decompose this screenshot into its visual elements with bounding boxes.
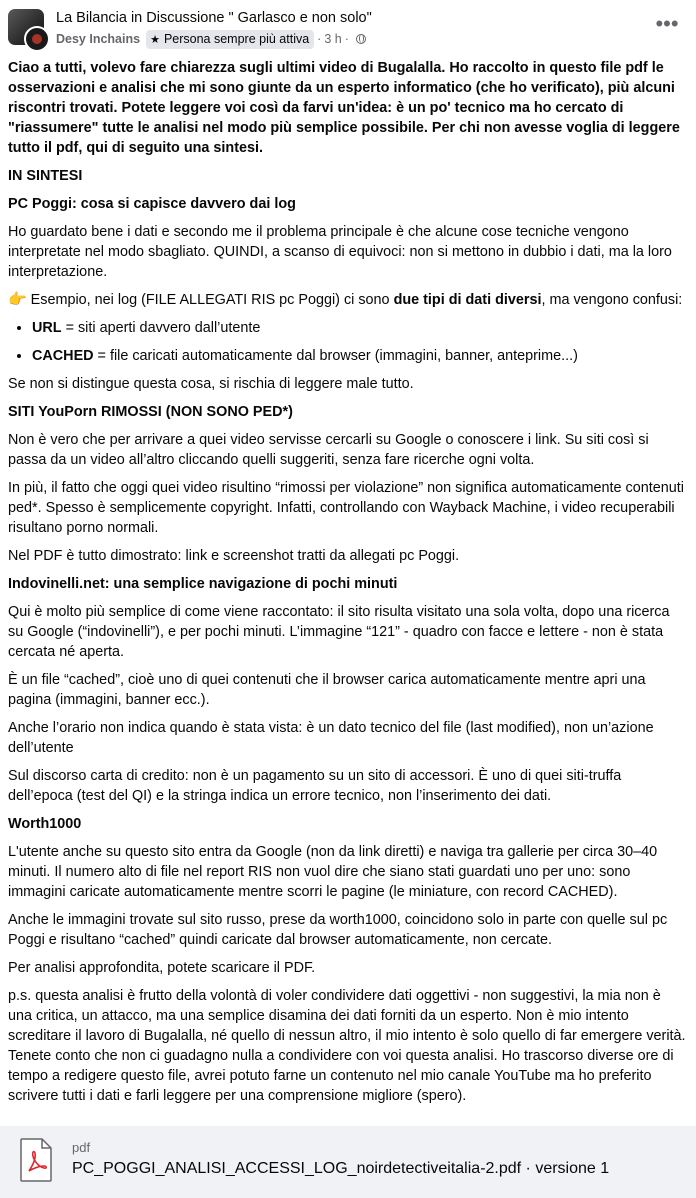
badge-label: Persona sempre più attiva [163,32,310,46]
post-body [8,58,688,1114]
author-link[interactable]: Desy Inchains [56,32,141,46]
data-type-list [8,318,688,366]
group-name-link[interactable]: La Bilancia in Discussione " Garlasco e non solo" [56,10,372,26]
list-item-text: = siti aperti davvero dall’utente [61,320,261,336]
post-header [0,0,696,56]
user-avatar-image [32,34,42,44]
separator: · [344,32,349,46]
more-options-icon[interactable]: ••• [655,11,679,36]
post-meta [56,30,366,48]
paragraph: Sul discorso carta di credito: non è un pagamento su un sito di accessori. È uno di quei siti-truffa dell’epoca (test del QI) e la stringa indica un errore tecnico, non l’inserimento dei dati. [8,768,622,804]
list-item-text: = file caricati automaticamente dal browser (immagini, banner, anteprime...) [93,348,578,364]
paragraph: Anche l’orario non indica quando è stata vista: è un dato tecnico del file (last modified), non un’azione dell’utente [8,720,654,756]
heading-sintesi: IN SINTESI [8,168,83,184]
heading-youporn: SITI YouPorn RIMOSSI (NON SONO PED*) [8,404,293,420]
text: , ma vengono confusi: [541,292,683,308]
avatar[interactable] [8,9,48,49]
paragraph: Non è vero che per arrivare a quei video servisse cercarli su Google o conoscere i link. Su siti così si passa da un video all’altro cliccando quelli suggeriti, senza fare ricerche ogni volta. [8,432,649,468]
heading-pc-poggi: PC Poggi: cosa si capisce davvero dai log [8,196,296,212]
pointing-hand-icon: 👉 [8,291,27,308]
text-bold: due tipi di dati diversi [393,292,542,308]
pdf-attachment[interactable] [0,1126,696,1198]
heading-indovinelli: Indovinelli.net: una semplice navigazione di pochi minuti [8,576,398,592]
paragraph: Nel PDF è tutto dimostrato: link e screenshot tratti da allegati pc Poggi. [8,548,460,564]
list-item-term: CACHED [32,348,94,364]
list-item [32,318,688,338]
paragraph: È un file “cached”, cioè uno di quei contenuti che il browser carica automaticamente mentre apri una pagina (immagini, banner ecc.). [8,672,646,708]
paragraph-ps: p.s. questa analisi è frutto della volontà di voler condividere dati oggettivi - non suggestivi, la mia non è una critica, un attacco, ma una semplice disamina dei dati forniti da un esperto. Non è mio intento screditare il lavoro di Bugalalla, né quello di nessun altro, il mio intento è solo quello di far emergere verità. Tenete conto che non ci guadagno nulla a condividere con voi questa analisi. Ho trascorso diverse ore di tempo a redigere questo file, avrei potuto farne un contenuto nel mio canale YouTube ma ho preferito scrivere tutti i dati e farli leggere per una comprensione migliore (spero). [8,988,686,1104]
text: Esempio, nei log (FILE ALLEGATI RIS pc Poggi) ci sono [26,292,394,308]
star-icon: ★ [150,33,160,46]
timestamp-link[interactable]: 3 h [324,32,342,46]
list-item-term: URL [32,320,62,336]
list-item [32,346,688,366]
paragraph-example [8,290,688,310]
paragraph: Ho guardato bene i dati e secondo me il problema principale è che alcune cose tecniche vengono interpretate nel modo sbagliato. QUINDI, a scanso di equivoci: non si mettono in dubbio i dati, ma la loro interpretazione. [8,224,672,280]
globe-icon[interactable] [356,34,366,44]
paragraph: In più, il fatto che oggi quei video risultino “rimossi per violazione” non significa automaticamente contenuti ped*. Spesso è semplicemente copyright. Infatti, controllando con Wayback Machine, i video recuperabili risultano porno normali. [8,480,684,536]
paragraph: Se non si distingue questa cosa, si rischia di leggere male tutto. [8,376,414,392]
user-avatar[interactable] [24,26,50,52]
status-badge[interactable] [146,30,314,49]
pdf-file-icon [20,1138,52,1182]
intro-paragraph: Ciao a tutti, volevo fare chiarezza sugli ultimi video di Bugalalla. Ho raccolto in questo file pdf le osservazioni e analisi che mi sono giunte da un esperto informatico (che ho verificato), più alcuni riscontri trovati. Potete leggere voi così da farvi un'idea: è un po' tecnico ma ho cercato di "riassumere" tutte le analisi nel modo più semplice possibile. Per chi non avesse voglia di leggere tutto il pdf, qui di seguito una sintesi. [8,60,680,156]
paragraph: L'utente anche su questo sito entra da Google (non da link diretti) e naviga tra gallerie per circa 30–40 minuti. Il numero alto di file nel report RIS non vuol dire che siano stati guardati uno per uno: sono immagini caricate automaticamente mentre scorri le pagine (le miniature, con record CACHED). [8,844,658,900]
separator: · [317,32,322,46]
paragraph: Qui è molto più semplice di come viene raccontato: il sito risulta visitato una sola volta, dopo una ricerca su Google (“indovinelli”), e per pochi minuti. L’immagine “121” - quadro con facce e lettere - non è stata cercata né aperta. [8,604,670,660]
paragraph: Anche le immagini trovate sul sito russo, prese da worth1000, coincidono solo in parte con quelle sul pc Poggi e risultano “cached” quindi caricate dal browser automaticamente, non cercate. [8,912,668,948]
attachment-filename[interactable]: PC_POGGI_ANALISI_ACCESSI_LOG_noirdetectiveitalia-2.pdf · versione 1 [72,1160,610,1177]
attachment-type: pdf [72,1140,91,1155]
heading-worth1000: Worth1000 [8,816,82,832]
paragraph: Per analisi approfondita, potete scaricare il PDF. [8,960,316,976]
